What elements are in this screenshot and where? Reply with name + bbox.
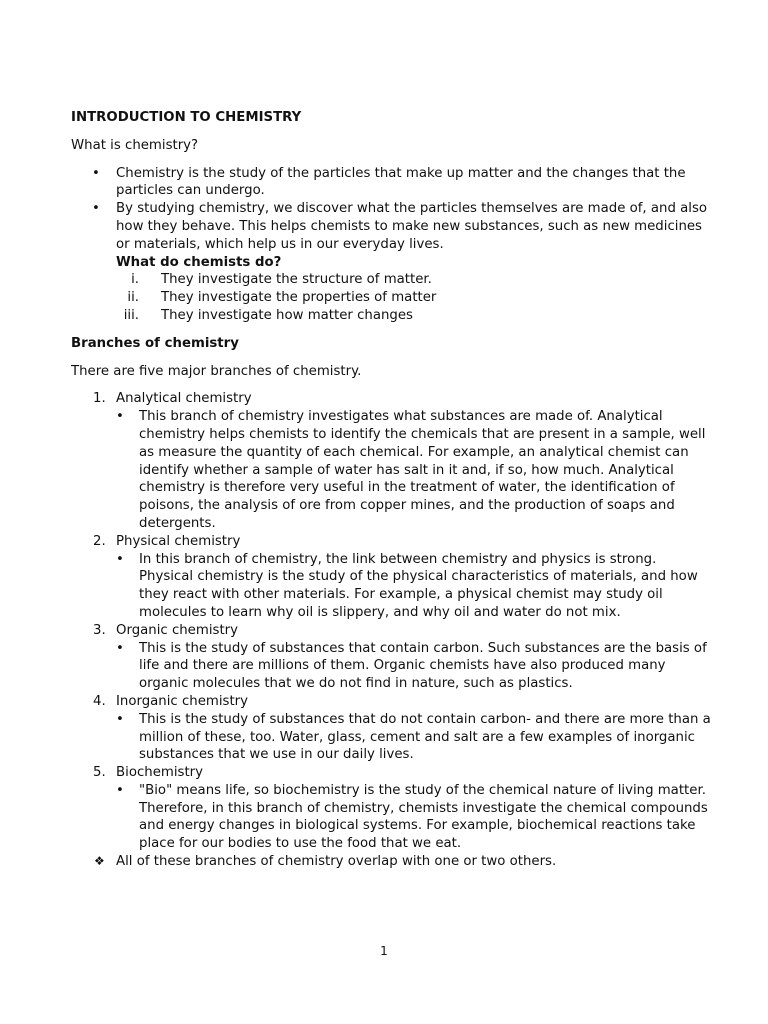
intro-bullet-list [71, 165, 711, 254]
diamond-bullet-icon: ❖ [94, 854, 105, 869]
bullet-text: Chemistry is the study of the particles that make up matter and the changes that the particles can undergo. [116, 165, 686, 199]
list-item-text: They investigate how matter changes [161, 307, 413, 323]
document-title: INTRODUCTION TO CHEMISTRY [71, 110, 302, 125]
branch-item [71, 764, 711, 853]
branch-name: Biochemistry [116, 765, 203, 781]
list-item [71, 200, 711, 253]
bullet-icon: • [116, 409, 124, 425]
summary-text: All of these branches of chemistry overlap with one or two others. [116, 854, 557, 870]
list-item-text: They investigate the properties of matter [161, 290, 437, 306]
list-item [71, 165, 711, 201]
branch-name: Analytical chemistry [116, 391, 252, 407]
bullet-icon: • [92, 165, 100, 181]
branch-number: 3. [93, 622, 106, 638]
branch-description-text: In this branch of chemistry, the link between chemistry and physics is strong. Physical chemistry is the study of the physical characteristics of materials, and how they react with other materials. For example, a physical chemist may study oil molecules to learn why oil is slippery, and why oil and water do not mix. [139, 551, 698, 620]
branches-intro: There are five major branches of chemistry. [71, 363, 362, 379]
roman-numeral: iii. [123, 307, 139, 323]
branches-list [71, 390, 711, 853]
bullet-icon: • [92, 201, 100, 217]
chemists-heading: What do chemists do? [116, 254, 282, 270]
branch-description-text: This is the study of substances that contain carbon. Such substances are the basis of life and there are millions of them. Organic chemists have also produced many organic molecules that we do not find in nature, such as plastics. [139, 640, 707, 692]
branch-number: 5. [93, 765, 106, 781]
branch-description [116, 551, 711, 622]
summary-note [71, 853, 711, 871]
bullet-icon: • [116, 782, 124, 798]
branch-number: 4. [93, 693, 106, 709]
branch-description-text: This is the study of substances that do not contain carbon- and there are more than a million of these, too. Water, glass, cement and salt are a few examples of inorganic substances that we use in our daily lives. [139, 711, 711, 763]
list-item [71, 307, 711, 325]
branch-description [116, 711, 711, 764]
bullet-icon: • [116, 711, 124, 727]
branch-item [71, 693, 711, 764]
bullet-text: By studying chemistry, we discover what the particles themselves are made of, and also how they behave. This helps chemists to make new substances, such as new medicines or materials, which help us in our everyday lives. [116, 201, 708, 252]
branch-name: Inorganic chemistry [116, 693, 249, 709]
branch-name: Physical chemistry [116, 533, 241, 549]
branch-item [71, 622, 711, 693]
question-text: What is chemistry? [71, 137, 199, 153]
document-page [71, 109, 711, 871]
branch-description-text: This branch of chemistry investigates what substances are made of. Analytical chemistry helps chemists to identify the chemicals that are present in a sample, well as measure the quantity of each chemical. For example, an analytical chemist can identify whether a sample of water has salt in it and, if so, how much. Analytical chemistry is therefore very useful in the treatment of water, the identification of poisons, the analysis of ore from copper mines, and the production of soaps and detergents. [139, 409, 706, 531]
branch-description [116, 640, 711, 693]
bullet-icon: • [116, 551, 124, 567]
branch-item [71, 533, 711, 622]
branch-item [71, 390, 711, 532]
list-item [71, 271, 711, 289]
branch-number: 1. [93, 391, 106, 407]
chemists-list [71, 271, 711, 324]
branch-description [116, 782, 711, 853]
list-item-text: They investigate the structure of matter. [161, 272, 432, 288]
roman-numeral: ii. [127, 290, 139, 306]
branch-description-text: "Bio" means life, so biochemistry is the study of the chemical nature of living matter. Therefore, in this branch of chemistry, chemists investigate the chemical compounds and energy changes in biological systems. For example, biochemical reactions take place for our bodies to use the food that we eat. [139, 782, 708, 852]
roman-numeral: i. [131, 272, 139, 288]
branches-heading: Branches of chemistry [71, 335, 239, 351]
branch-number: 2. [93, 533, 106, 549]
branch-name: Organic chemistry [116, 622, 238, 638]
bullet-icon: • [116, 640, 124, 656]
list-item [71, 289, 711, 307]
branch-description [116, 408, 711, 533]
page-number: 1 [380, 944, 388, 958]
